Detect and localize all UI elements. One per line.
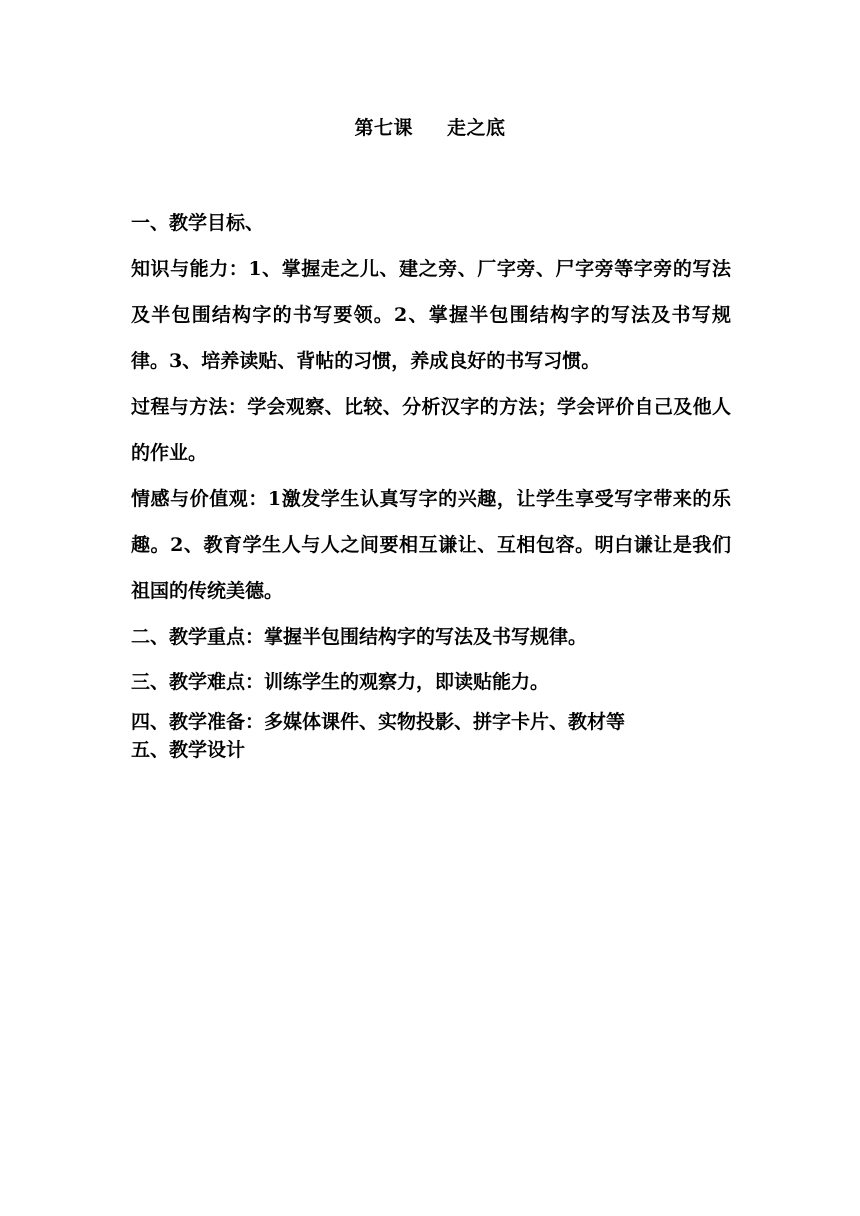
document-body [131,200,731,768]
lesson-number: 第七课 [354,117,413,139]
section-teaching-design: 五、教学设计 [131,739,246,761]
paragraph-emotion-values: 情感与价值观：1激发学生认真写字的兴趣，让学生享受写字带来的乐趣。2、教育学生人与人之间要相互谦让、互相包容。明白谦让是我们祖国的传统美德。 [131,488,731,602]
paragraph-process-method: 过程与方法：学会观察、比较、分析汉字的方法；学会评价自己及他人的作业。 [131,396,731,464]
section-teaching-focus: 二、教学重点：掌握半包围结构字的写法及书写规律。 [131,626,588,648]
section-teaching-preparation: 四、教学准备：多媒体课件、实物投影、拼字卡片、教材等 [131,711,626,733]
page-title [0,114,860,142]
lesson-name: 走之底 [447,117,506,139]
section-teaching-goals-heading: 一、教学目标、 [131,212,265,234]
paragraph-knowledge-ability: 知识与能力：1、掌握走之儿、建之旁、厂字旁、尸字旁等字旁的写法及半包围结构字的书写要领。2、掌握半包围结构字的写法及书写规律。3、培养读贴、背帖的习惯，养成良好的书写习惯。 [131,258,731,372]
section-teaching-difficulty: 三、教学难点：训练学生的观察力，即读贴能力。 [131,671,550,693]
